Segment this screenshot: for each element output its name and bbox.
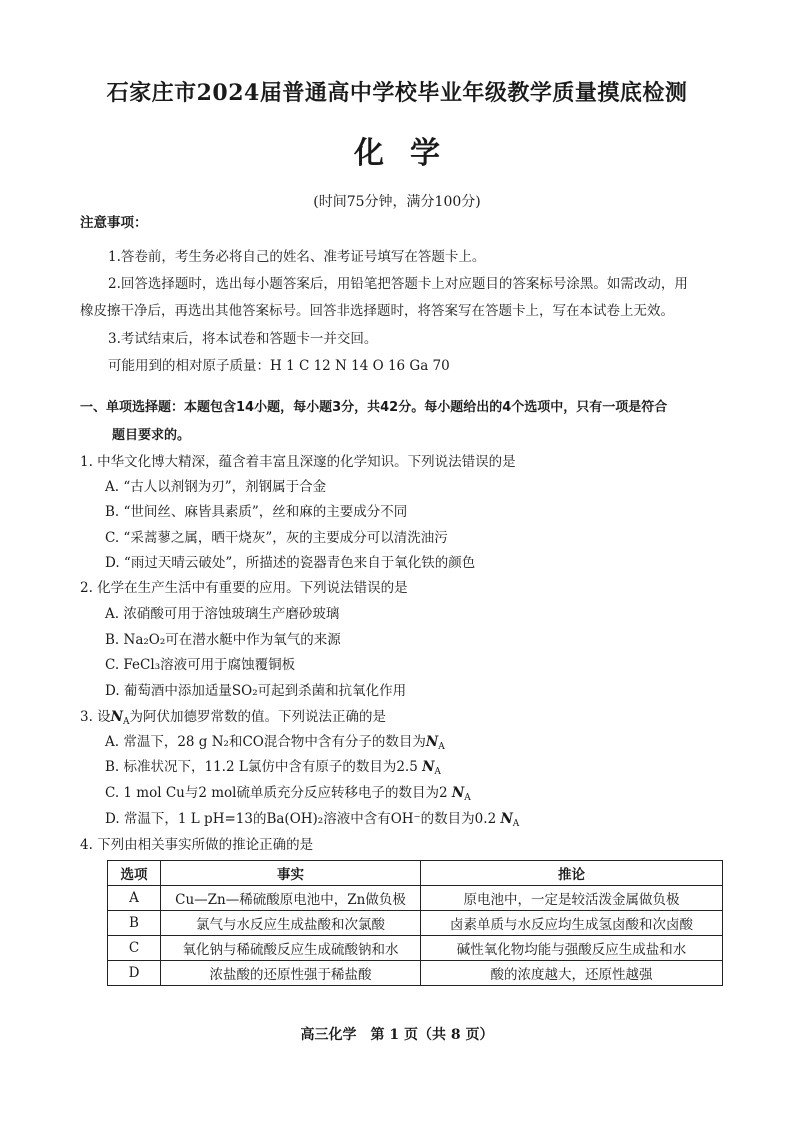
notice-item: 2.回答选择题时，选出每小题答案后，用铅笔把答题卡上对应题目的答案标号涂黑。如需改动，用 (108, 276, 688, 292)
notice-item: 橡皮擦干净后，再选出其他答案标号。回答非选择题时，将答案写在答题卡上，写在本试卷上无效。 (80, 303, 674, 319)
question-3-option-b (105, 758, 441, 781)
cell-inference: 酸的浓度越大，还原性越强 (421, 961, 723, 986)
cell-fact: Cu—Zn—稀硫酸原电池中，Zn做负极 (161, 886, 421, 911)
option-text: D. 常温下，1 L pH=13的Ba(OH)₂溶液中含有OH⁻的数目为0.2 (105, 811, 501, 827)
table-row (108, 936, 723, 961)
stem-text: 3. 设 (80, 709, 111, 725)
question-1-option-b: B. “世间丝、麻皆具素质”，丝和麻的主要成分不同 (105, 504, 408, 520)
exam-title: 石家庄市2024届普通高中学校毕业年级教学质量摸底检测 (106, 80, 688, 106)
question-1-stem: 1. 中华文化博大精深，蕴含着丰富且深邃的化学知识。下列说法错误的是 (80, 454, 516, 470)
page-footer: 高三化学 第 1 页（共 8 页） (300, 1027, 494, 1043)
cell-option: C (108, 936, 161, 961)
question-2-option-d: D. 葡萄酒中添加适量SO₂可起到杀菌和抗氧化作用 (105, 683, 407, 699)
cell-fact: 浓盐酸的还原性强于稀盐酸 (161, 961, 421, 986)
option-text: A. 常温下，28 g N₂和CO混合物中含有分子的数目为 (105, 734, 426, 750)
option-text: B. 标准状况下，11.2 L氯仿中含有原子的数目为2.5 (105, 759, 423, 775)
table-row (108, 961, 723, 986)
question-2-option-c: C. FeCl₃溶液可用于腐蚀覆铜板 (105, 657, 296, 673)
avogadro-symbol: N (110, 709, 124, 725)
time-info: (时间75分钟，满分100分) (313, 194, 481, 210)
question-2-option-b: B. Na₂O₂可在潜水艇中作为氧气的来源 (105, 632, 341, 648)
cell-option: B (108, 911, 161, 936)
question-4-stem: 4. 下列由相关事实所做的推论正确的是 (80, 837, 314, 853)
cell-inference: 原电池中，一定是较活泼金属做负极 (421, 886, 723, 911)
cell-option: D (108, 961, 161, 986)
avogadro-symbol: N (451, 785, 465, 801)
question-2-stem: 2. 化学在生产生活中有重要的应用。下列说法错误的是 (80, 580, 408, 596)
avogadro-symbol: N (422, 759, 435, 775)
section-heading-cont: 题目要求的。 (112, 428, 191, 443)
question-1-option-c: C. “采蒿蓼之属，晒干烧灰”，灰的主要成分可以清洗油污 (105, 530, 448, 546)
question-1-option-d: D. “雨过天晴云破处”，所描述的瓷器青色来自于氧化铁的颜色 (105, 555, 476, 571)
cell-fact: 氯气与水反应生成盐酸和次氯酸 (161, 911, 421, 936)
question-3-option-c (105, 784, 471, 807)
question-2-option-a: A. 浓硝酸可用于溶蚀玻璃生产磨砂玻璃 (105, 606, 340, 622)
section-heading: 一、单项选择题：本题包含14小题，每小题3分，共42分。每小题给出的4个选项中，只有一项是符合 (80, 400, 668, 415)
header-fact: 事实 (161, 861, 421, 886)
avogadro-subscript: A (438, 742, 445, 752)
avogadro-subscript: A (512, 819, 520, 829)
question-3-option-d (105, 810, 519, 833)
question-3-option-a (105, 733, 445, 756)
cell-inference: 卤素单质与水反应均生成氢卤酸和次卤酸 (421, 911, 723, 936)
avogadro-symbol: N (425, 734, 439, 750)
avogadro-subscript: A (464, 793, 471, 803)
header-inference: 推论 (421, 861, 723, 886)
avogadro-subscript: A (434, 767, 441, 777)
stem-text: 为阿伏加德罗常数的值。下列说法正确的是 (129, 709, 387, 725)
question-4-table (107, 860, 723, 986)
cell-option: A (108, 886, 161, 911)
atomic-masses: 可能用到的相对原子质量：H 1 C 12 N 14 O 16 Ga 70 (108, 358, 450, 374)
subject-title: 化学 (354, 136, 466, 171)
avogadro-symbol: N (500, 811, 513, 827)
table-header-row (108, 861, 723, 886)
cell-fact: 氧化钠与稀硫酸反应生成硫酸钠和水 (161, 936, 421, 961)
option-text: C. 1 mol Cu与2 mol硫单质充分反应转移电子的数目为2 (105, 785, 452, 801)
notice-heading: 注意事项： (80, 215, 148, 231)
question-1-option-a: A. “古人以剂钢为刃”，剂钢属于合金 (105, 479, 327, 495)
header-option: 选项 (108, 861, 161, 886)
avogadro-subscript: A (123, 717, 130, 727)
cell-inference: 碱性氧化物均能与强酸反应生成盐和水 (421, 936, 723, 961)
notice-item: 1.答卷前，考生务必将自己的姓名、准考证号填写在答题卡上。 (108, 249, 486, 265)
notice-item: 3.考试结束后，将本试卷和答题卡一并交回。 (108, 331, 378, 347)
table-row (108, 911, 723, 936)
table-row (108, 886, 723, 911)
question-3-stem (80, 708, 386, 731)
